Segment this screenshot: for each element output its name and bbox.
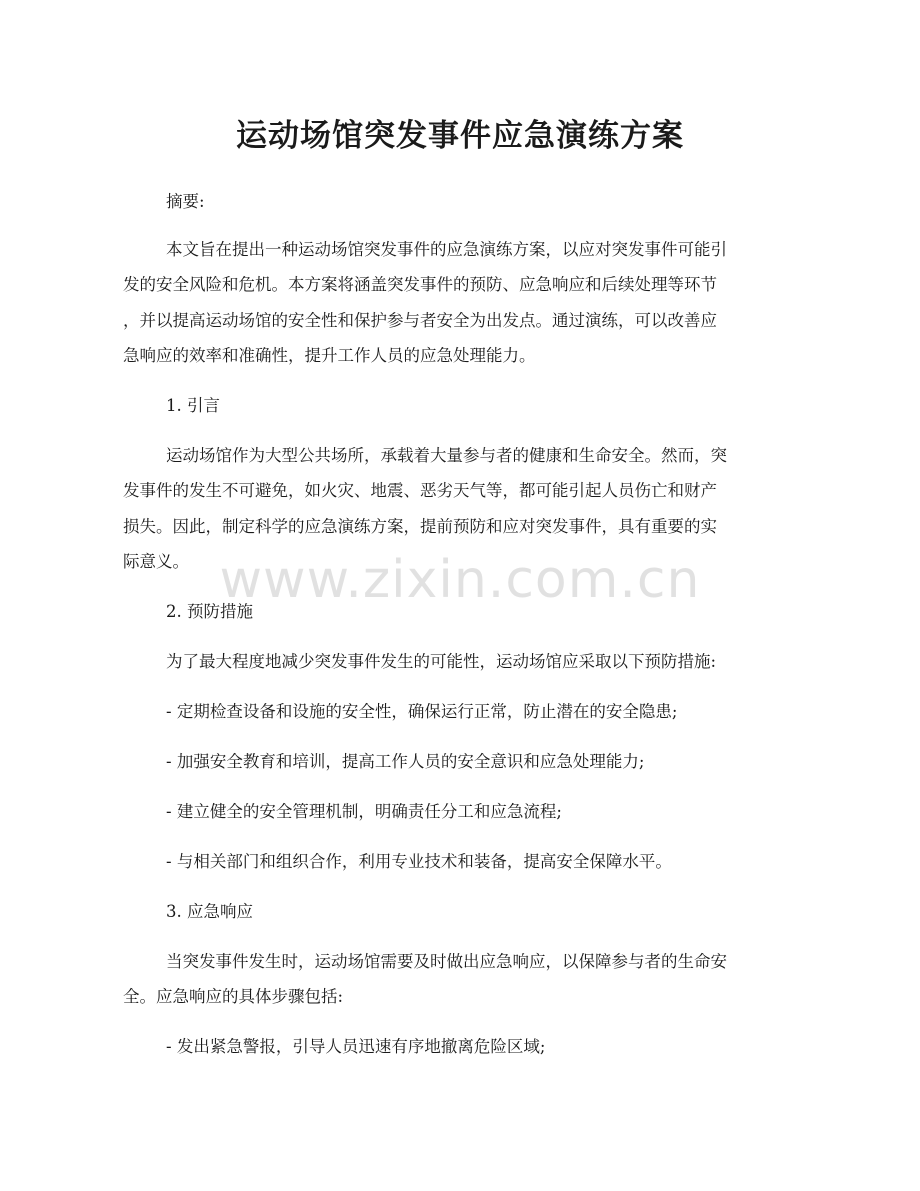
section-2-bullet: - 加强安全教育和培训，提高工作人员的安全意识和应急处理能力; — [166, 752, 645, 771]
abstract-line: 本文旨在提出一种运动场馆突发事件的应急演练方案，以应对突发事件可能引 — [166, 240, 727, 259]
abstract-line: ，并以提高运动场馆的安全性和保护参与者安全为出发点。通过演练，可以改善应 — [123, 311, 717, 330]
section-1-line: 运动场馆作为大型公共场所，承载着大量参与者的健康和生命安全。然而，突 — [166, 446, 727, 465]
section-1-line: 损失。因此，制定科学的应急演练方案，提前预防和应对突发事件，具有重要的实 — [123, 517, 717, 536]
abstract-line: 发的安全风险和危机。本方案将涵盖突发事件的预防、应急响应和后续处理等环节 — [123, 275, 717, 294]
watermark: www.zixin.com.cn — [219, 550, 701, 610]
section-2-bullet: - 定期检查设备和设施的安全性，确保运行正常，防止潜在的安全隐患; — [166, 702, 678, 721]
section-2-intro: 为了最大程度地减少突发事件发生的可能性，运动场馆应采取以下预防措施: — [166, 652, 717, 671]
section-3-heading: 3. 应急响应 — [166, 902, 253, 921]
section-1-heading: 1. 引言 — [166, 396, 220, 415]
section-3-bullet: - 发出紧急警报，引导人员迅速有序地撤离危险区域; — [166, 1037, 546, 1056]
section-1-line: 发事件的发生不可避免，如火灾、地震、恶劣天气等，都可能引起人员伤亡和财产 — [123, 481, 717, 500]
section-3-line: 全。应急响应的具体步骤包括: — [123, 987, 344, 1006]
section-3-line: 当突发事件发生时，运动场馆需要及时做出应急响应，以保障参与者的生命安 — [166, 952, 727, 971]
document-title: 运动场馆突发事件应急演练方案 — [236, 118, 684, 154]
abstract-line: 急响应的效率和准确性，提升工作人员的应急处理能力。 — [123, 346, 536, 365]
section-1-line: 际意义。 — [123, 552, 189, 571]
abstract-heading: 摘要: — [166, 192, 205, 211]
section-2-heading: 2. 预防措施 — [166, 602, 253, 621]
section-2-bullet: - 建立健全的安全管理机制，明确责任分工和应急流程; — [166, 802, 562, 821]
section-2-bullet: - 与相关部门和组织合作，利用专业技术和装备，提高安全保障水平。 — [166, 852, 672, 871]
